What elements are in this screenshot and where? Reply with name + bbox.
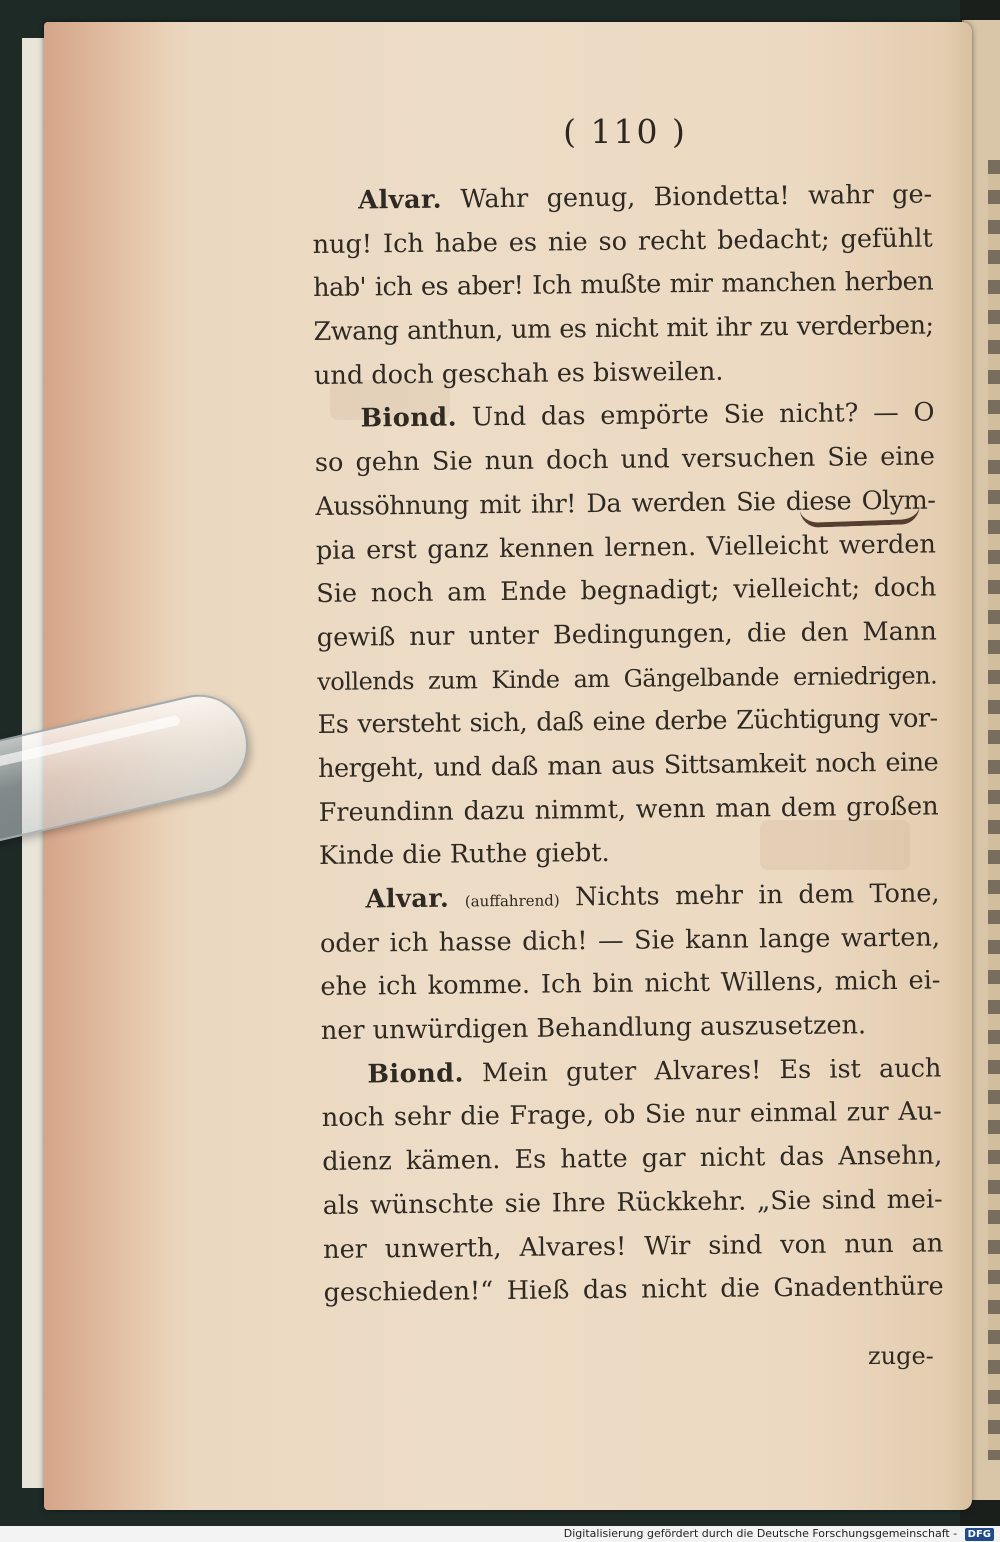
line-text: hab' ich es aber! Ich mußte mir manchen herben [312, 266, 934, 304]
line-text: Kinde die Ruthe giebt. [318, 838, 610, 872]
line-text: Sie noch am Ende begnadigt; vielleicht; doch [316, 572, 937, 610]
line-text: Wahr genug, Biondetta! wahr ge- [460, 179, 933, 215]
text-line [323, 1222, 943, 1272]
line-text: Mein guter Alvares! Es ist auch [481, 1053, 942, 1089]
text-line [318, 741, 938, 791]
text-line [318, 785, 938, 835]
text-line [317, 610, 937, 660]
text-line [320, 916, 940, 966]
line-text: als wünschte sie Ihre Rückkehr. „Sie sind mei- [322, 1184, 943, 1221]
text-line [316, 567, 936, 617]
line-text: Nichts mehr in dem Tone, [574, 878, 940, 913]
line-text: Und das empörte Sie nicht? — O [471, 397, 935, 433]
speaker-name: Alvar. [358, 184, 443, 216]
text-line [321, 1047, 941, 1097]
text-line [323, 1178, 943, 1228]
line-text: vollends zum Kinde am Gängelbande erniedrigen. [317, 661, 938, 696]
line-text: Freundinn dazu nimmt, wenn man dem großen [318, 791, 939, 828]
footer-credit: Digitalisierung gefördert durch die Deutsche Forschungsgemeinschaft - [563, 1527, 958, 1540]
line-text: gewiß nur unter Bedingungen, die den Mann [316, 616, 937, 653]
dfg-logo: DFG [965, 1528, 994, 1541]
page-number: ( 110 ) [563, 112, 687, 151]
text-line [315, 436, 935, 486]
text-line [323, 1266, 943, 1316]
line-text: hergeht, und daß man aus Sittsamkeit noch eine [318, 747, 939, 784]
line-text: pia erst ganz kennen lernen. Vielleicht werden [315, 528, 937, 566]
text-line [314, 392, 934, 442]
text-line [316, 523, 936, 573]
text-line [319, 872, 939, 922]
text-line [317, 698, 937, 748]
line-text: ehe ich komme. Ich bin nicht Willens, mich ei- [320, 965, 941, 1003]
text-line [321, 1004, 941, 1054]
speaker-name: Biond. [360, 402, 458, 434]
line-text: Zwang anthun, um es nicht mit ihr zu verderben; [313, 310, 934, 348]
text-line [322, 1091, 942, 1141]
line-text: dienz kämen. Es hatte gar nicht das Ansehn, [322, 1140, 943, 1178]
line-text: Es versteht sich, daß eine derbe Züchtigung vor- [317, 703, 938, 741]
text-line [313, 261, 933, 311]
line-text: ner unwürdigen Behandlung auszusetzen. [320, 1010, 867, 1047]
stage-direction: (auffahrend) [464, 891, 560, 911]
line-text: und doch geschah es bisweilen. [313, 356, 724, 391]
speaker-name: Alvar. [365, 883, 450, 915]
catchword: zuge- [868, 1342, 934, 1370]
text-line [322, 1135, 942, 1185]
text-line [312, 174, 932, 224]
text-line [320, 960, 940, 1010]
text-line [312, 217, 932, 267]
line-text: oder ich hasse dich! — Sie kann lange warten, [319, 922, 941, 959]
facing-page-text-bleed [988, 160, 1000, 1460]
page-text-block [312, 174, 944, 1316]
text-line [319, 829, 939, 879]
text-line [317, 654, 937, 704]
line-text: noch sehr die Frage, ob Sie nur einmal zur Au- [321, 1096, 942, 1134]
digitization-footer [0, 1526, 1000, 1542]
text-line [313, 305, 933, 355]
line-text: nug! Ich habe es nie so recht bedacht; gefühlt [312, 223, 933, 260]
line-text: so gehn Sie nun doch und versuchen Sie eine [314, 441, 936, 479]
speaker-name: Biond. [367, 1058, 465, 1090]
text-line [314, 348, 934, 398]
line-text: geschieden!“ Hieß das nicht die Gnadenthüre [323, 1271, 944, 1309]
line-text: ner unwerth, Alvares! Wir sind von nun an [323, 1227, 944, 1265]
line-text: Aussöhnung mit ihr! Da werden Sie diese Olym- [315, 485, 936, 522]
